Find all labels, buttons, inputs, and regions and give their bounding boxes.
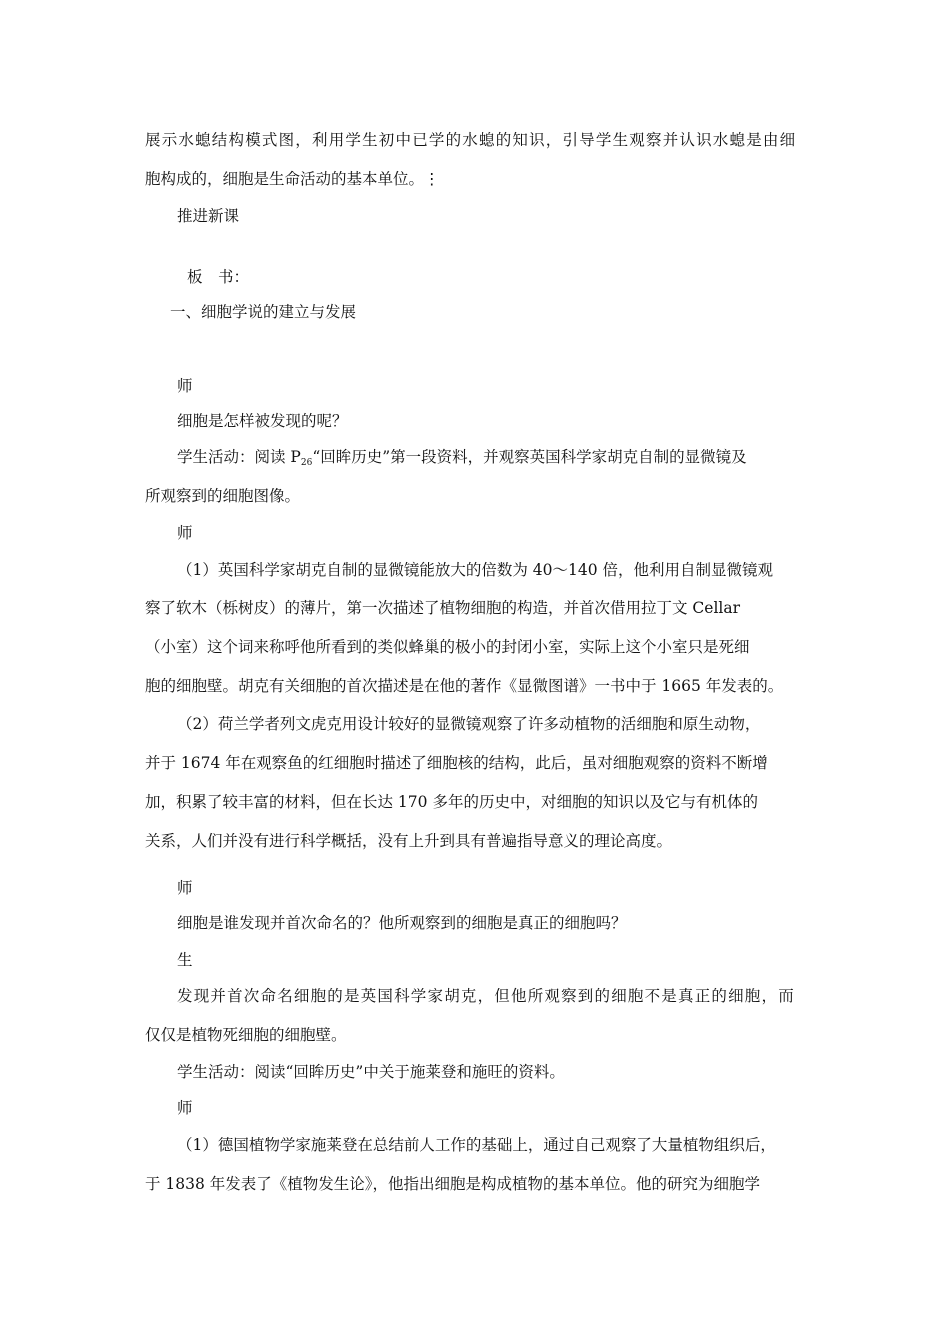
board-label: 板 书： bbox=[187, 268, 250, 286]
page-subscript: 26 bbox=[300, 458, 313, 468]
paragraph-line: 所观察到的细胞图像。 bbox=[145, 487, 301, 505]
section-label: 推进新课 bbox=[177, 207, 240, 225]
paragraph-line bbox=[177, 446, 747, 474]
paragraph-line: 加，积累了较丰富的材料，但在长达 170 多年的历史中，对细胞的知识以及它与有机体的 bbox=[145, 793, 758, 811]
paragraph-line: 细胞是怎样被发现的呢？ bbox=[177, 412, 348, 430]
paragraph-line: 胞构成的，细胞是生命活动的基本单位。⋮ bbox=[145, 170, 440, 188]
paragraph-line: 细胞是谁发现并首次命名的？他所观察到的细胞是真正的细胞吗？ bbox=[177, 914, 627, 932]
paragraph-line: （2）荷兰学者列文虎克用设计较好的显微镜观察了许多动植物的活细胞和原生动物， bbox=[177, 715, 761, 733]
speaker-label: 师 bbox=[177, 1099, 193, 1117]
paragraph-line: （1）德国植物学家施莱登在总结前人工作的基础上，通过自己观察了大量植物组织后， bbox=[177, 1136, 776, 1154]
speaker-label: 师 bbox=[177, 879, 193, 897]
speaker-label: 师 bbox=[177, 524, 193, 542]
paragraph-line: 胞的细胞壁。胡克有关细胞的首次描述是在他的著作《显微图谱》一书中于 1665 年发表的。 bbox=[145, 677, 784, 695]
paragraph-line: （小室）这个词来称呼他所看到的类似蜂巢的极小的封闭小室，实际上这个小室只是死细 bbox=[145, 638, 750, 656]
paragraph-line: 关系，人们并没有进行科学概括，没有上升到具有普遍指导意义的理论高度。 bbox=[145, 832, 673, 850]
paragraph-line: 仅仅是植物死细胞的细胞壁。 bbox=[145, 1026, 347, 1044]
paragraph-line: 并于 1674 年在观察鱼的红细胞时描述了细胞核的结构，此后，虽对细胞观察的资料不断增 bbox=[145, 754, 768, 772]
speaker-label: 生 bbox=[177, 951, 193, 969]
paragraph-line: （1）英国科学家胡克自制的显微镜能放大的倍数为 40～140 倍，他利用自制显微镜观 bbox=[177, 561, 774, 579]
paragraph-line: 于 1838 年发表了《植物发生论》，他指出细胞是构成植物的基本单位。他的研究为细胞学 bbox=[145, 1175, 761, 1193]
paragraph-line: 发现并首次命名细胞的是英国科学家胡克，但他所观察到的细胞不是真正的细胞，而 bbox=[177, 987, 795, 1005]
section-heading: 一、细胞学说的建立与发展 bbox=[170, 303, 357, 321]
text-span: 学生活动：阅读 P bbox=[177, 448, 301, 466]
text-span: “回眸历史”第一段资料，并观察英国科学家胡克自制的显微镜及 bbox=[312, 448, 747, 466]
speaker-label: 师 bbox=[177, 377, 193, 395]
paragraph-line: 学生活动：阅读“回眸历史”中关于施莱登和施旺的资料。 bbox=[177, 1063, 565, 1081]
paragraph-line: 展示水螅结构模式图，利用学生初中已学的水螅的知识，引导学生观察并认识水螅是由细 bbox=[145, 131, 797, 149]
paragraph-line: 察了软木（栎树皮）的薄片，第一次描述了植物细胞的构造，并首次借用拉丁文 Cellar bbox=[145, 599, 741, 617]
